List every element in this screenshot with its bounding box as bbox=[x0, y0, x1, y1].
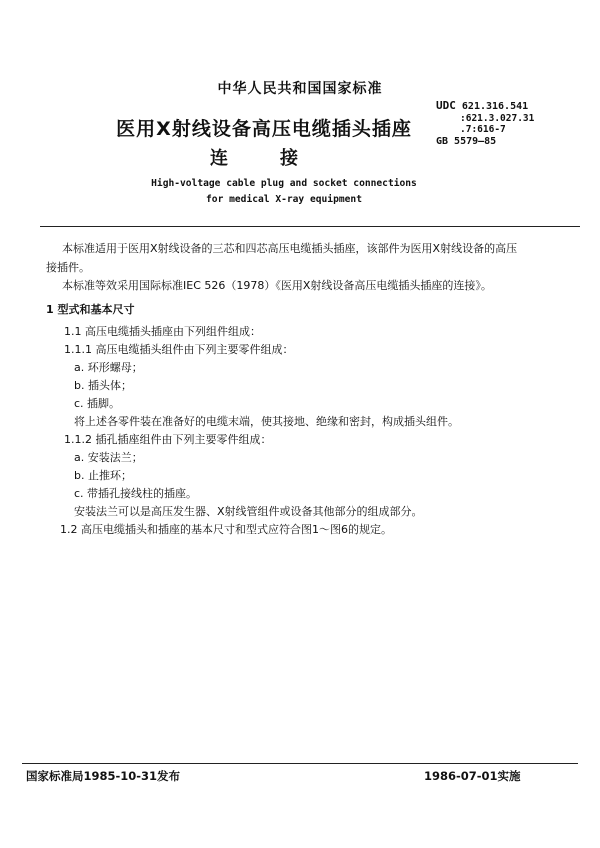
clause-1-1-2-item-a: a. 安装法兰； bbox=[74, 451, 143, 464]
clause-1-2: 1.2 高压电缆插头和插座的基本尺寸和型式应符合图1～图6的规定。 bbox=[60, 523, 392, 536]
udc-label: UDC bbox=[436, 99, 456, 112]
udc-code-1: 621.316.541 bbox=[461, 101, 529, 112]
title-chinese-line1: 医用X射线设备高压电缆插头插座 bbox=[116, 118, 412, 140]
clause-1-1-2-item-b: b. 止推环； bbox=[74, 469, 132, 482]
intro-paragraph-2: 本标准等效采用国际标准IEC 526（1978）《医用X射线设备高压电缆插头插座的连接》。 bbox=[62, 279, 492, 292]
clause-1-1-1-item-b: b. 插头体； bbox=[74, 379, 132, 392]
clause-1-1-1-item-a: a. 环形螺母； bbox=[74, 361, 143, 374]
clause-1-1-1-note: 将上述各零件装在准备好的电缆末端，使其接地、绝缘和密封，构成插头组件。 bbox=[74, 415, 459, 428]
gb-number: GB 5579—85 bbox=[436, 136, 497, 147]
title-english-line1: High-voltage cable plug and socket connections bbox=[151, 178, 417, 189]
clause-1-1-2-item-c: c. 带插孔接线柱的插座。 bbox=[74, 487, 198, 500]
clause-1-1-2-note: 安装法兰可以是高压发生器、X射线管组件或设备其他部分的组成部分。 bbox=[74, 505, 423, 518]
udc-code-3: .7:616-7 bbox=[460, 124, 506, 135]
national-standard-heading: 中华人民共和国国家标准 bbox=[217, 81, 383, 97]
title-english-line2: for medical X-ray equipment bbox=[206, 194, 362, 205]
intro-paragraph-1-line2: 接插件。 bbox=[46, 261, 90, 274]
effective-date: 1986-07-01实施 bbox=[424, 769, 521, 783]
title-english bbox=[0, 176, 584, 208]
intro-paragraph-1-line1: 本标准适用于医用X射线设备的三芯和四芯高压电缆插头插座，该部件为医用X射线设备的高压 bbox=[62, 242, 518, 255]
udc-first-line bbox=[436, 99, 586, 113]
title-chinese-line2: 连接 bbox=[210, 148, 350, 169]
clause-1-1-1-item-c: c. 插脚。 bbox=[74, 397, 121, 410]
section-1-heading: 1 型式和基本尺寸 bbox=[46, 303, 135, 316]
issue-date: 国家标准局1985-10-31发布 bbox=[26, 769, 181, 783]
clause-1-1-1: 1.1.1 高压电缆插头组件由下列主要零件组成： bbox=[64, 343, 294, 356]
header-divider bbox=[40, 226, 580, 227]
udc-code-2: :621.3.027.31 bbox=[460, 113, 535, 124]
clause-1-1-2: 1.1.2 插孔插座组件由下列主要零件组成： bbox=[64, 433, 272, 446]
footer-divider bbox=[22, 763, 578, 764]
clause-1-1: 1.1 高压电缆插头插座由下列组件组成： bbox=[64, 325, 261, 338]
